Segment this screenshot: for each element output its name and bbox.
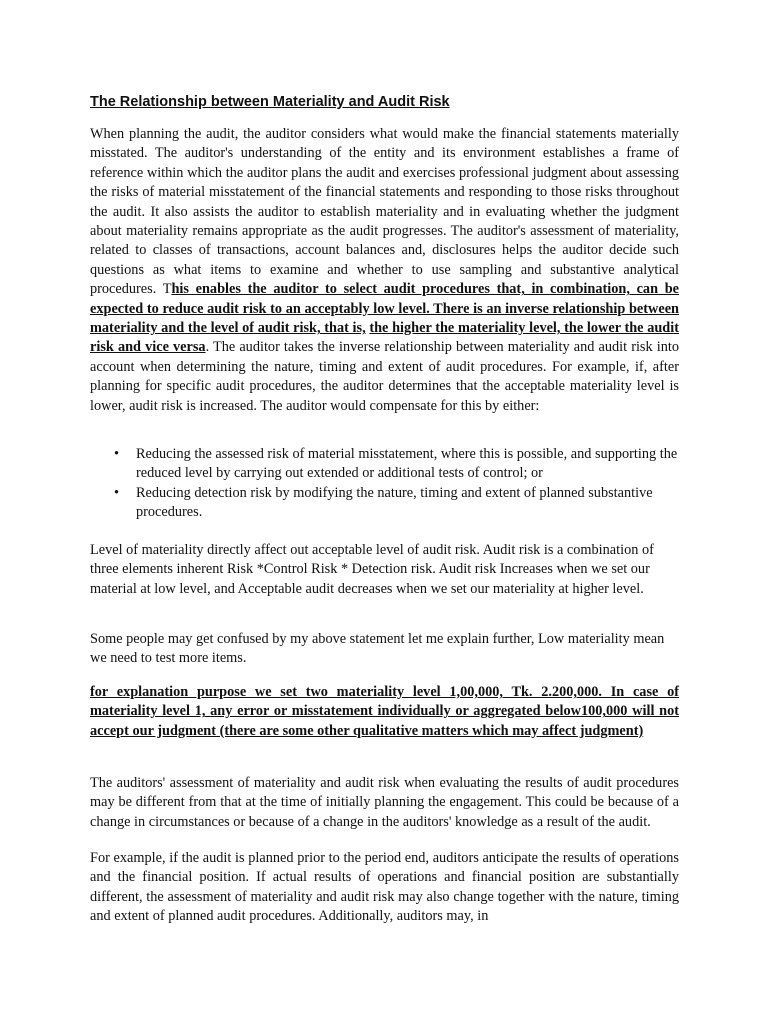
emphasis-text: the higher the materiality level, the lower the audit risk and vice versa: [90, 320, 679, 356]
paragraph-text: . The auditor takes the inverse relationship between materiality and audit risk into account when determining the nature, timing and extent of audit procedures. For example, if, after planning for specific audit procedures, the auditor determines that the acceptable materiality level is lower, audit risk is increased. The auditor would compensate for this by either:: [90, 339, 679, 414]
paragraph-audit-risk-components: Level of materiality directly affect out acceptable level of audit risk. Audit risk is a combination of three elements inherent Risk *Control Risk * Detection risk. Audit risk Increases when we set our material at low level, and Acceptable audit decreases when we set our materiality at higher level.: [90, 542, 654, 597]
bullet-icon: •: [114, 446, 120, 462]
bullet-list: [90, 445, 679, 523]
paragraph-explanation-example: for explanation purpose we set two materiality level 1,00,000, Tk. 2.200,000. In case of materiality level 1, any error or misstatement individually or aggregated below100,000 will not accept our judgment (there are some other qualitative matters which may affect judgment): [90, 684, 679, 739]
list-item-text: Reducing detection risk by modifying the nature, timing and extent of planned substantive procedures.: [136, 484, 653, 521]
document-title: The Relationship between Materiality and Audit Risk: [90, 94, 450, 110]
paragraph-planning-example: For example, if the audit is planned prior to the period end, auditors anticipate the results of operations and the financial position. If actual results of operations and financial position are substantially different, the assessment of materiality and audit risk may also change together with the nature, timing and extent of planned audit procedures. Additionally, auditors may, in: [90, 850, 679, 925]
list-item-text: Reducing the assessed risk of material misstatement, where this is possible, and supporting the reduced level by carrying out extended or additional tests of control; or: [136, 446, 678, 482]
paragraph-assessment-change: The auditors' assessment of materiality and audit risk when evaluating the results of audit procedures may be different from that at the time of initially planning the engagement. This could be because of a change in circumstances or because of a change in the auditors' knowledge as a result of the audit.: [90, 775, 679, 830]
list-item: [90, 484, 679, 523]
paragraph-materiality-planning: [90, 125, 679, 416]
list-item: [90, 445, 679, 484]
emphasis-text: his enables the auditor to select audit procedures that, in combination, can be expected to reduce audit risk to an acceptably low level. There is an inverse relationship between materiality and the level of audit risk, that is,: [90, 281, 679, 337]
paragraph-text: When planning the audit, the auditor considers what would make the financial statements materially misstated. The auditor's understanding of the entity and its environment establishes a frame of reference within which the auditor plans the audit and exercises professional judgment about assessing the risks of material misstatement of the financial statements and responding to those risks throughout the audit. It also assists the auditor to establish materiality and in evaluating whether the judgment about materiality remains appropriate as the audit progresses. The auditor's assessment of materiality, related to classes of transactions, account balances and, disclosures helps the auditor decide such questions as what items to examine and whether to use sampling and substantive analytical procedures. T: [90, 126, 679, 298]
bullet-icon: •: [114, 484, 120, 501]
paragraph-low-materiality: Some people may get confused by my above statement let me explain further, Low materiality mean we need to test more items.: [90, 631, 665, 667]
